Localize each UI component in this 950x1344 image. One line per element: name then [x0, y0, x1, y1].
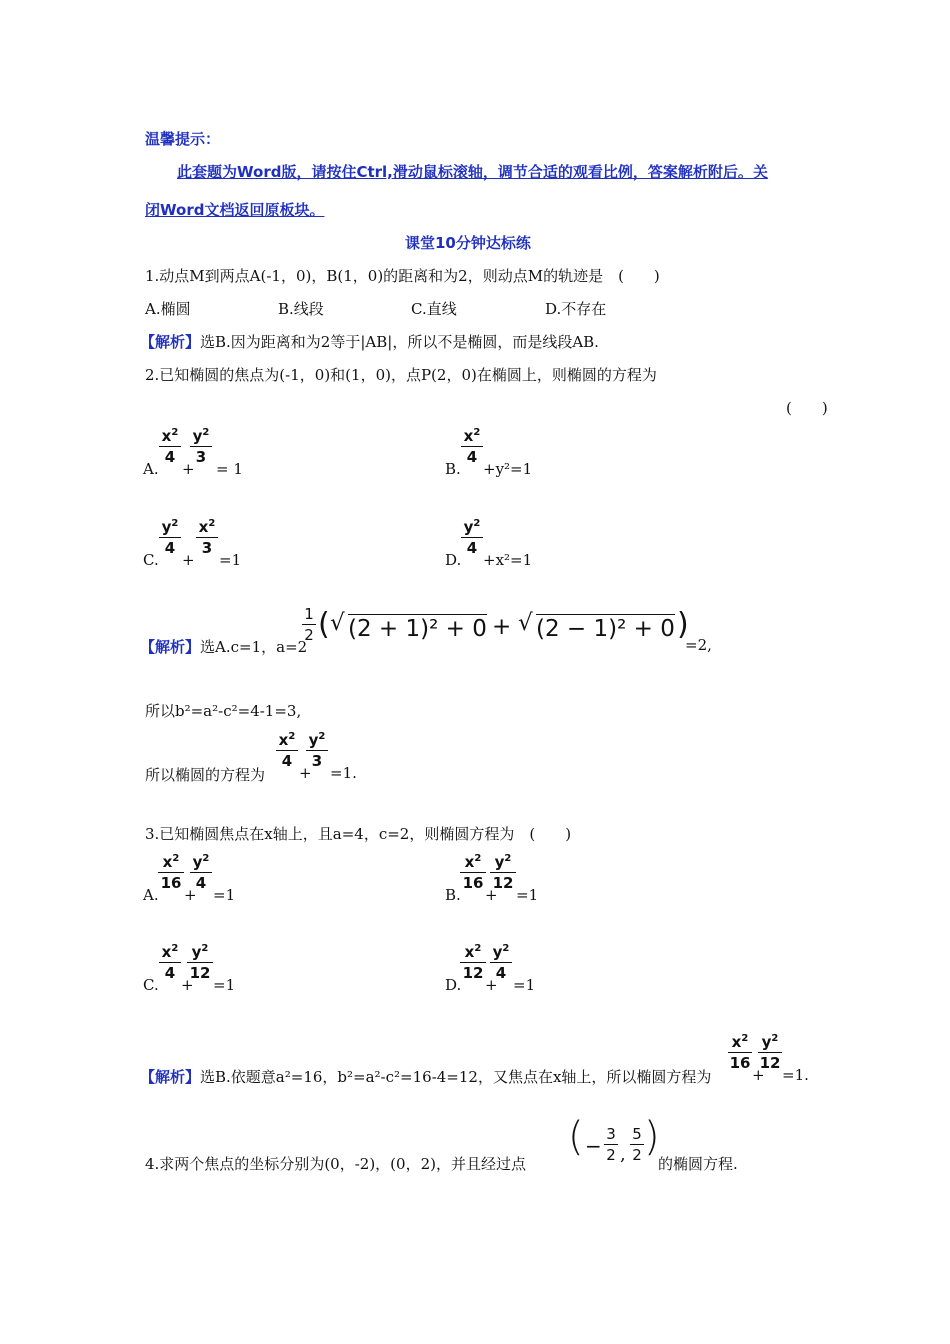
q2-answer-paren: ( )	[786, 399, 828, 417]
fraction: $\frac{y^2}{12}$	[490, 854, 516, 892]
q2-analysis-result: =2,	[685, 636, 712, 654]
q3-stem: 3.已知椭圆焦点在x轴上，且a=4，c=2，则椭圆方程为 ( )	[145, 825, 572, 843]
fraction: $\frac{x^2}{4}$	[159, 944, 181, 982]
right-paren: )	[677, 607, 689, 642]
fraction: $\frac{x^2}{16}$	[729, 1033, 751, 1072]
left-paren: (	[568, 1114, 584, 1160]
q1-analysis-text: 选B.因为距离和为2等于|AB|，所以不是椭圆，而是线段AB.	[200, 333, 599, 351]
fraction: $\frac{y^2}{4}$	[490, 944, 512, 982]
analysis-label: 【解析】	[140, 638, 201, 656]
sqrt-icon: √	[330, 610, 345, 636]
fraction: $\frac{x^2}{4}$	[276, 732, 298, 770]
option-label: D.	[445, 976, 462, 994]
q1-option-a: A.椭圆	[145, 300, 191, 318]
plus-sign: +	[184, 886, 197, 904]
q2-stem: 2.已知椭圆的焦点为(-1，0)和(1，0)，点P(2，0)在椭圆上，则椭圆的方程为	[145, 366, 657, 384]
fraction: $\frac{y^2}{4}$	[190, 854, 212, 892]
fraction-one-half: $\frac{1}{2}$	[302, 606, 316, 644]
text: 所以椭圆的方程为	[145, 766, 266, 784]
plus-sign: +	[299, 764, 312, 782]
q1-analysis	[140, 331, 599, 352]
q2-analysis-text: 选A.c=1，a=2	[200, 638, 308, 656]
radicand-2: (2 − 1)² + 0	[536, 616, 675, 642]
option-label: A.	[143, 460, 159, 478]
minus-sign: −	[585, 1134, 602, 1158]
equation-tail: +x²=1	[483, 551, 533, 569]
fraction: $\frac{x^2}{16}$	[460, 854, 486, 892]
q2-analysis-lead	[140, 636, 307, 657]
radicand-1: (2 + 1)² + 0	[348, 616, 487, 642]
plus-sign: +	[485, 886, 498, 904]
equation-tail: =1	[516, 886, 539, 904]
fraction: $\frac{y^2}{4}$	[461, 519, 483, 557]
equation-tail: =1	[213, 886, 236, 904]
text: 4.求两个焦点的坐标分别为(0，-2)，(0，2)，并且经过点	[145, 1155, 526, 1173]
plus-sign: +	[752, 1066, 765, 1084]
equation-tail: =1	[513, 976, 536, 994]
plus-sign: +	[181, 976, 194, 994]
tip-line-1: 此套题为Word版，请按住Ctrl,滑动鼠标滚轴，调节合适的观看比例，答案解析附后。关	[177, 163, 768, 181]
comma: ,	[620, 1144, 626, 1165]
fraction: $\frac{x^2}{4}$	[461, 428, 483, 466]
option-label: C.	[143, 551, 159, 569]
equation-tail: =1	[213, 976, 236, 994]
q1-option-d: D.不存在	[545, 300, 607, 318]
q2-analysis-line-2: 所以b²=a²-c²=4-1=3,	[145, 702, 302, 720]
q1-option-b: B.线段	[278, 300, 324, 318]
right-paren: )	[644, 1114, 660, 1160]
fraction: $\frac{x^2}{12}$	[460, 944, 486, 982]
fraction: $\frac{y^2}{12}$	[187, 944, 213, 982]
option-label: D.	[445, 551, 462, 569]
fraction: $\frac{5}{2}$	[630, 1126, 644, 1164]
equation-tail: =1	[219, 551, 242, 569]
fraction: $\frac{y^2}{3}$	[190, 428, 212, 466]
sqrt-icon: √	[518, 610, 533, 636]
fraction: $\frac{y^2}{4}$	[159, 519, 181, 557]
plus-sign: +	[485, 976, 498, 994]
tip-line-2: 闭Word文档返回原板块。	[145, 201, 325, 219]
option-label: A.	[143, 886, 159, 904]
fraction: $\frac{y^2}{3}$	[306, 732, 328, 770]
equation-tail: =1.	[782, 1066, 809, 1084]
option-label: B.	[445, 886, 461, 904]
option-label: B.	[445, 460, 461, 478]
left-paren: (	[318, 607, 330, 642]
fraction: $\frac{x^2}{3}$	[196, 519, 218, 557]
q1-option-c: C.直线	[411, 300, 457, 318]
analysis-label: 【解析】	[140, 1068, 201, 1086]
fraction: $\frac{3}{2}$	[604, 1126, 618, 1164]
page-title: 课堂10分钟达标练	[405, 234, 531, 252]
equation-tail: +y²=1	[483, 460, 533, 478]
equation-tail: =1.	[330, 764, 357, 782]
q3-analysis-text: 【解析】选B.依题意a²=16，b²=a²-c²=16-4=12，又焦点在x轴上，所以椭圆方程为	[140, 1068, 712, 1086]
plus-sign: +	[492, 614, 512, 640]
q1-stem: 1.动点M到两点A(-1，0)，B(1，0)的距离和为2，则动点M的轨迹是 ( )	[145, 267, 660, 285]
fraction: $\frac{x^2}{16}$	[158, 854, 184, 892]
plus-sign: +	[182, 551, 195, 569]
option-label: C.	[143, 976, 159, 994]
tip-heading: 温馨提示：	[145, 130, 221, 148]
plus-sign: +	[182, 460, 195, 478]
text: 的椭圆方程.	[658, 1155, 738, 1173]
analysis-label: 【解析】	[140, 333, 201, 351]
equation-tail: = 1	[216, 460, 243, 478]
fraction: $\frac{y^2}{12}$	[759, 1033, 781, 1072]
fraction: $\frac{x^2}{4}$	[159, 428, 181, 466]
